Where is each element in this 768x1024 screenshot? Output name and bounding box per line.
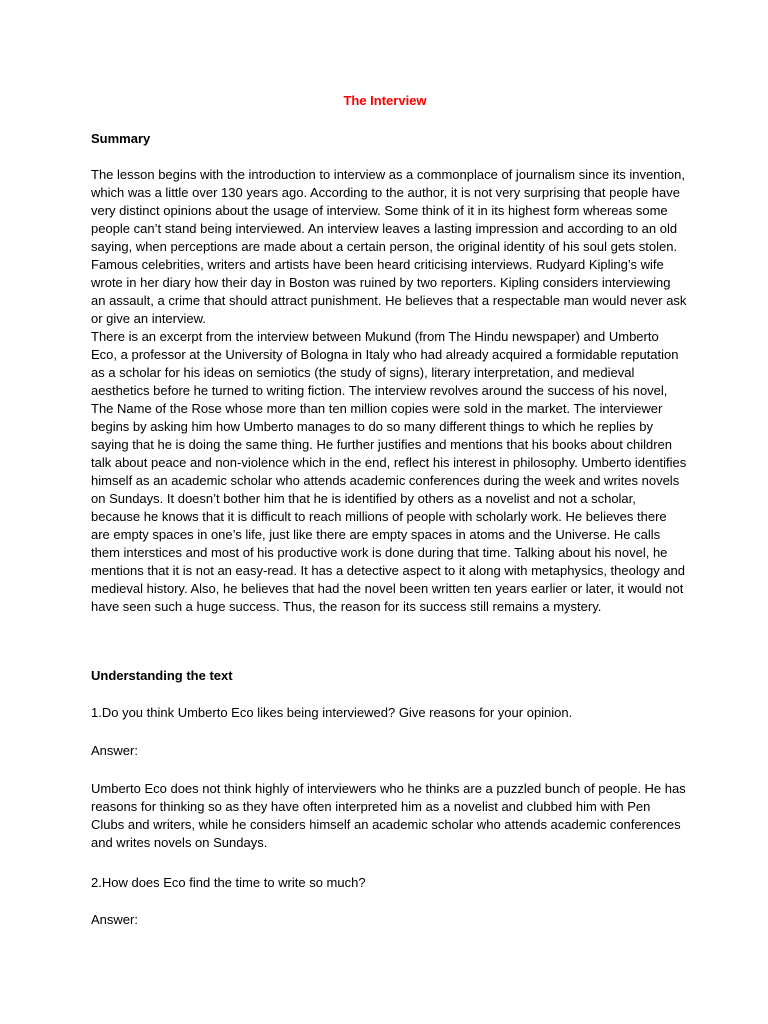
question-2: 2.How does Eco find the time to write so much? bbox=[91, 875, 366, 890]
summary-heading: Summary bbox=[91, 131, 151, 146]
summary-paragraph-2: There is an excerpt from the interview between Mukund (from The Hindu newspaper) and Umberto Eco, a professor at the University of Bologna in Italy who had already acquired a formidable reputation as a scholar for his ideas on semiotics (the study of signs), literary interpretation, and medieval aesthetics before he turned to writing fiction. The interview revolves around the success of his novel, The Name of the Rose whose more than ten million copies were sold in the market. The interviewer begins by asking him how Umberto manages to do so many different things to which he replies by saying that he is doing the same thing. He further justifies and mentions that his books about children talk about peace and non-violence which in the end, reflect his interest in philosophy. Umberto identifies himself as an academic scholar who attends academic conferences during the week and writes novels on Sundays. It doesn’t bother him that he is identified by others as a novelist and not a scholar, because he knows that it is difficult to reach millions of people with scholarly work. He believes there are empty spaces in one’s life, just like there are empty spaces in atoms and the Universe. He calls them interstices and most of his productive work is done during that time. Talking about his novel, he mentions that it is not an easy-read. It has a detective aspect to it along with metaphysics, theology and medieval history. Also, he believes that had the novel been written ten years earlier or later, it would not have seen such a huge success. Thus, the reason for its success still remains a mystery. bbox=[91, 329, 687, 614]
summary-text bbox=[91, 166, 687, 616]
summary-paragraph-1: The lesson begins with the introduction to interview as a commonplace of journalism since its invention, which was a little over 130 years ago. According to the author, it is not very surprising that people have very distinct opinions about the usage of interview. Some think of it in its highest form whereas some people can’t stand being interviewed. An interview leaves a lasting impression and according to an old saying, when perceptions are made about a certain person, the original identity of his soul gets stolen. Famous celebrities, writers and artists have been heard criticising interviews. Rudyard Kipling’s wife wrote in her diary how their day in Boston was ruined by two reporters. Kipling considers interviewing an assault, a crime that should attract punishment. He believes that a respectable man would never ask or give an interview. bbox=[91, 167, 687, 326]
answer-label-2: Answer: bbox=[91, 912, 138, 927]
answer-1-text: Umberto Eco does not think highly of interviewers who he thinks are a puzzled bunch of people. He has reasons for thinking so as they have often interpreted him as a novelist and clubbed him with Pen Clubs and writers, while he considers himself an academic scholar who attends academic conferences and writes novels on Sundays. bbox=[91, 781, 686, 850]
document-title: The Interview bbox=[343, 93, 427, 108]
question-1: 1.Do you think Umberto Eco likes being interviewed? Give reasons for your opinion. bbox=[91, 705, 573, 720]
answer-label-1: Answer: bbox=[91, 743, 138, 758]
understanding-heading: Understanding the text bbox=[91, 668, 233, 683]
